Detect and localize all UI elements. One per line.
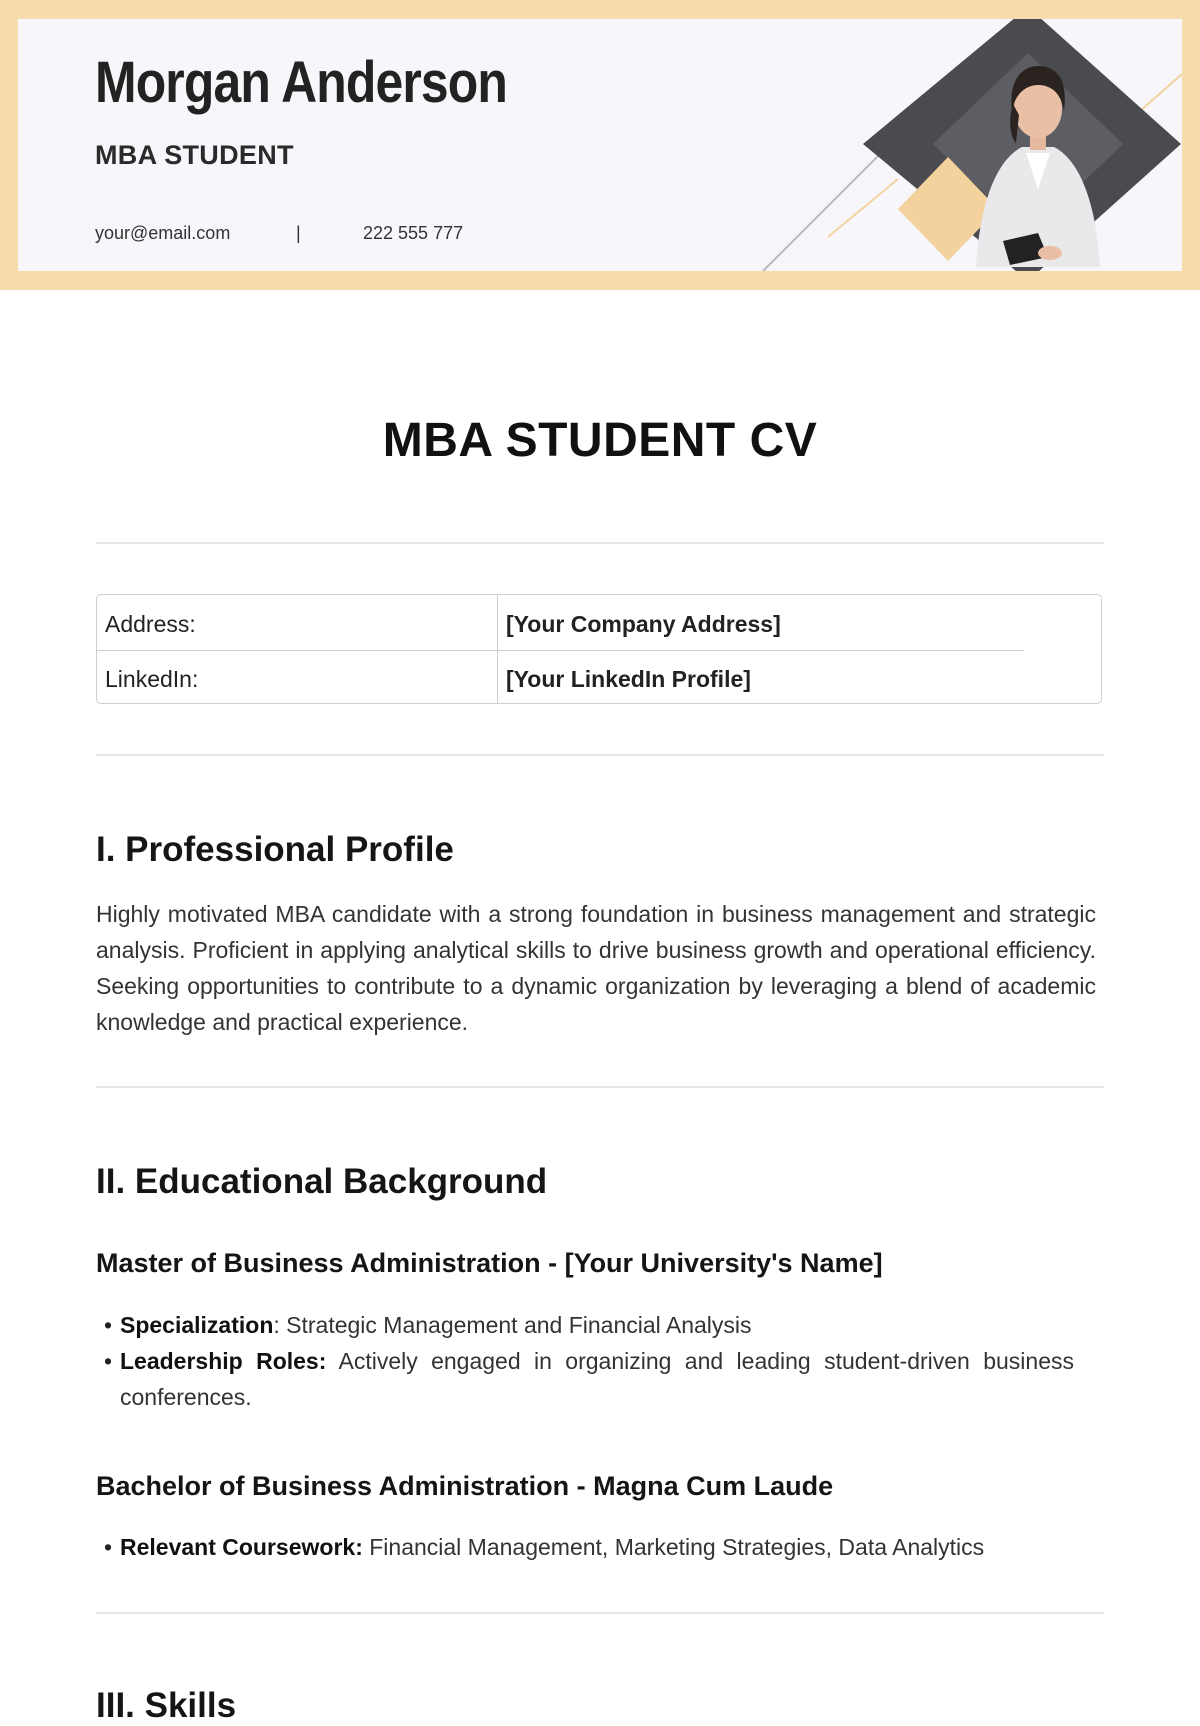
address-label: Address: xyxy=(105,611,196,637)
address-value: [Your Company Address] xyxy=(506,611,781,637)
contact-separator: | xyxy=(296,223,301,243)
degree-details-bba xyxy=(104,1529,1074,1565)
info-table xyxy=(96,594,1102,704)
divider xyxy=(96,542,1104,544)
profile-text: Highly motivated MBA candidate with a strong foundation in business management and strategic analysis. Proficient in applying analytical skills to drive business growth and operational efficiency. Seeking opportunities to contribute to a dynamic organization by leveraging a blend of academic knowledge and practical experience. xyxy=(96,901,1096,1035)
section-heading-profile: I. Professional Profile xyxy=(96,830,454,869)
header-card xyxy=(18,19,1182,271)
divider xyxy=(96,1612,1104,1614)
section-heading-skills: III. Skills xyxy=(96,1686,237,1725)
degree-title-bba: Bachelor of Business Administration - Magna Cum Laude xyxy=(96,1471,834,1501)
degree-title-mba: Master of Business Administration - [Your University's Name] xyxy=(96,1248,883,1278)
email-text: your@email.com xyxy=(95,223,231,243)
linkedin-value: [Your LinkedIn Profile] xyxy=(506,666,751,692)
divider xyxy=(96,754,1104,756)
degree-details-mba xyxy=(104,1307,1074,1415)
list-item: • Leadership Roles: Actively engaged in organizing and leading student-driven business conferences. xyxy=(104,1343,1074,1415)
list-item: • Specialization: Strategic Management and Financial Analysis xyxy=(104,1307,1074,1343)
list-item: • Relevant Coursework: Financial Management, Marketing Strategies, Data Analytics xyxy=(104,1529,1074,1565)
phone-text: 222 555 777 xyxy=(363,223,464,243)
linkedin-label: LinkedIn: xyxy=(105,666,199,692)
candidate-role: MBA STUDENT xyxy=(95,140,294,170)
candidate-name: Morgan Anderson xyxy=(95,50,508,115)
divider xyxy=(96,1086,1104,1088)
document-title: MBA STUDENT CV xyxy=(382,414,818,467)
section-heading-education: II. Educational Background xyxy=(96,1162,548,1201)
